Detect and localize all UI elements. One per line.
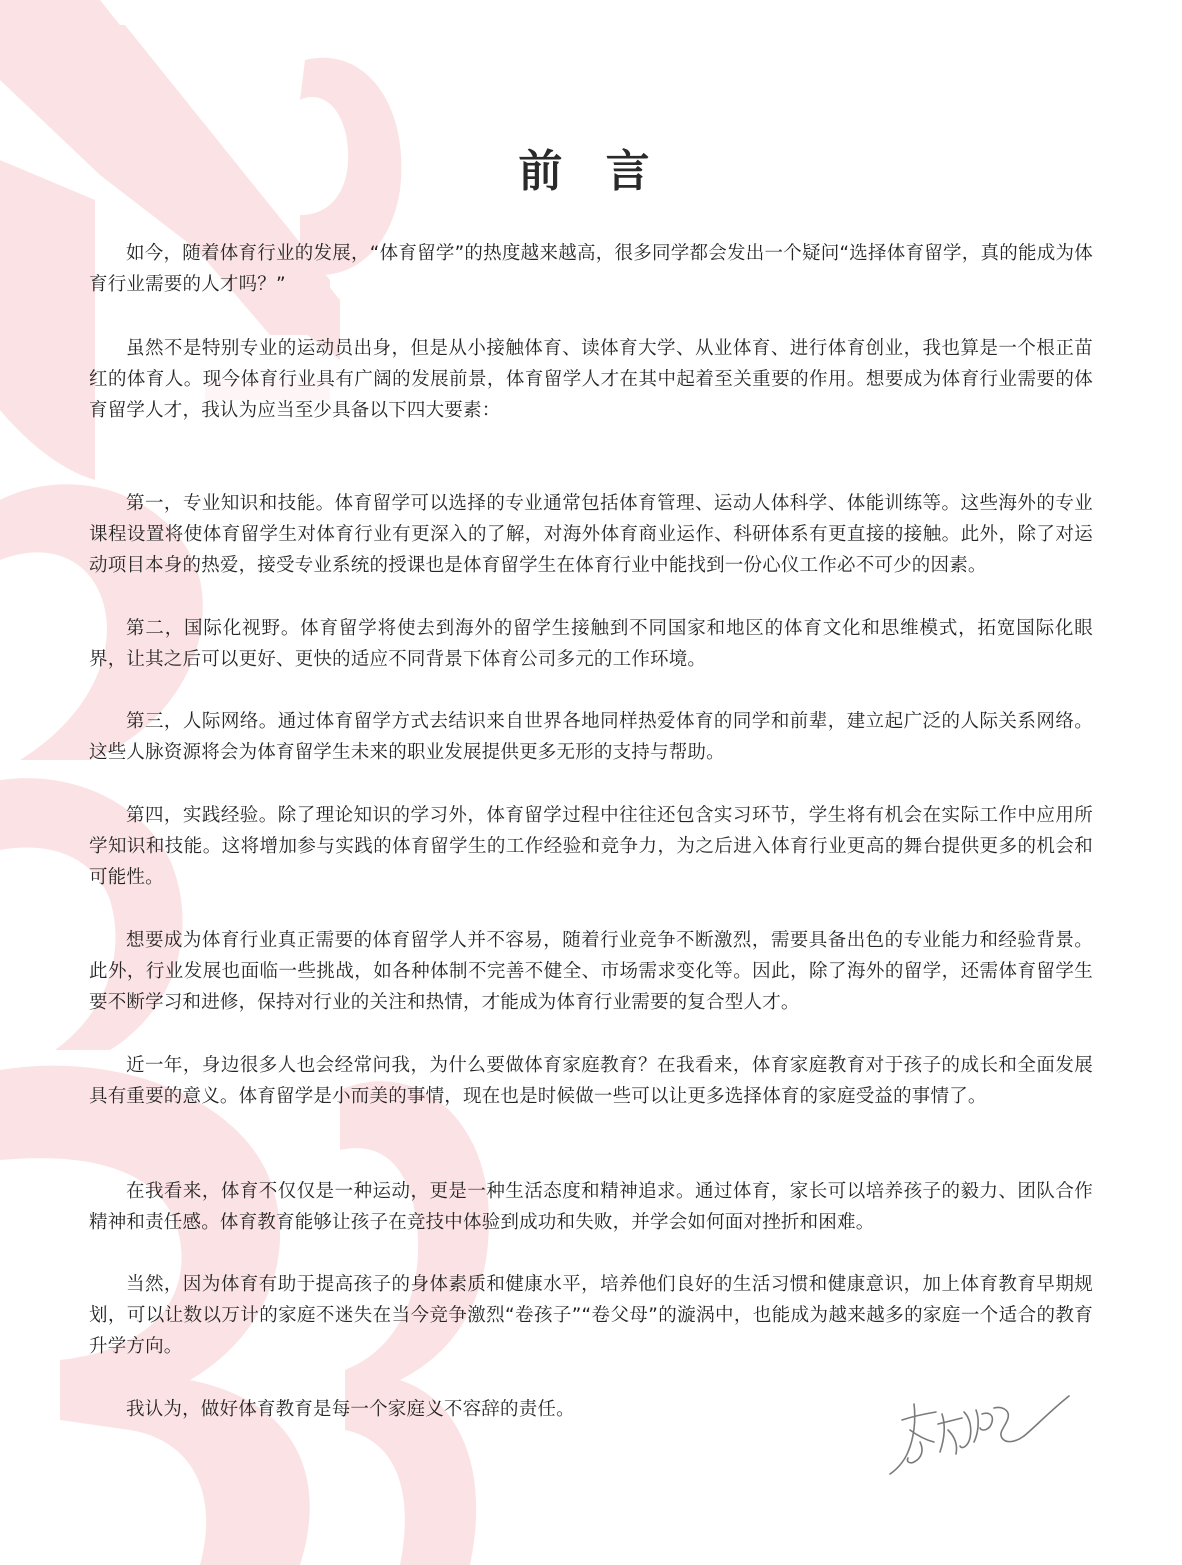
paragraph-6: 第四，实践经验。除了理论知识的学习外，体育留学过程中往往还包含实习环节，学生将有机会在实际工作中应用所学知识和技能。这将增加参与实践的体育留学生的工作经验和竞争力，为之后进入体育行业更高的舞台提供更多的机会和可能性。 — [89, 805, 1093, 888]
paragraph-4: 第二，国际化视野。体育留学将使去到海外的留学生接触到不同国家和地区的体育文化和思维模式，拓宽国际化眼界，让其之后可以更好、更快的适应不同背景下体育公司多元的工作环境。 — [89, 618, 1093, 670]
paragraph-11: 我认为，做好体育教育是每一个家庭义不容辞的责任。 — [126, 1399, 575, 1420]
paragraph-5: 第三，人际网络。通过体育留学方式去结识来自世界各地同样热爱体育的同学和前辈，建立起广泛的人际关系网络。这些人脉资源将会为体育留学生未来的职业发展提供更多无形的支持与帮助。 — [89, 711, 1093, 763]
handwritten-signature — [884, 1390, 1074, 1480]
paragraph-1: 如今，随着体育行业的发展，“体育留学”的热度越来越高，很多同学都会发出一个疑问“选择体育留学，真的能成为体育行业需要的人才吗？” — [89, 243, 1093, 295]
paragraph-7: 想要成为体育行业真正需要的体育留学人并不容易，随着行业竞争不断激烈，需要具备出色的专业能力和经验背景。此外，行业发展也面临一些挑战，如各种体制不完善不健全、市场需求变化等。因此，除了海外的留学，还需体育留学生要不断学习和进修，保持对行业的关注和热情，才能成为体育行业需要的复合型人才。 — [89, 930, 1093, 1013]
page-title: 前 言 — [518, 146, 664, 197]
paragraph-8: 近一年，身边很多人也会经常问我，为什么要做体育家庭教育？在我看来，体育家庭教育对于孩子的成长和全面发展具有重要的意义。体育留学是小而美的事情，现在也是时候做一些可以让更多选择体育的家庭受益的事情了。 — [89, 1055, 1093, 1107]
paragraph-2: 虽然不是特别专业的运动员出身，但是从小接触体育、读体育大学、从业体育、进行体育创业，我也算是一个根正苗红的体育人。现今体育行业具有广阔的发展前景，体育留学人才在其中起着至关重要的作用。想要成为体育行业需要的体育留学人才，我认为应当至少具备以下四大要素： — [89, 338, 1093, 421]
paragraph-9: 在我看来，体育不仅仅是一种运动，更是一种生活态度和精神追求。通过体育，家长可以培养孩子的毅力、团队合作精神和责任感。体育教育能够让孩子在竞技中体验到成功和失败，并学会如何面对挫折和困难。 — [89, 1181, 1093, 1233]
paragraph-3: 第一，专业知识和技能。体育留学可以选择的专业通常包括体育管理、运动人体科学、体能训练等。这些海外的专业课程设置将使体育留学生对体育行业有更深入的了解，对海外体育商业运作、科研体系有更直接的接触。此外，除了对运动项目本身的热爱，接受专业系统的授课也是体育留学生在体育行业中能找到一份心仪工作必不可少的因素。 — [89, 493, 1093, 576]
paragraph-10: 当然，因为体育有助于提高孩子的身体素质和健康水平，培养他们良好的生活习惯和健康意识，加上体育教育早期规划，可以让数以万计的家庭不迷失在当今竞争激烈“卷孩子”“卷父母”的漩涡中，也能成为越来越多的家庭一个适合的教育升学方向。 — [89, 1274, 1093, 1357]
